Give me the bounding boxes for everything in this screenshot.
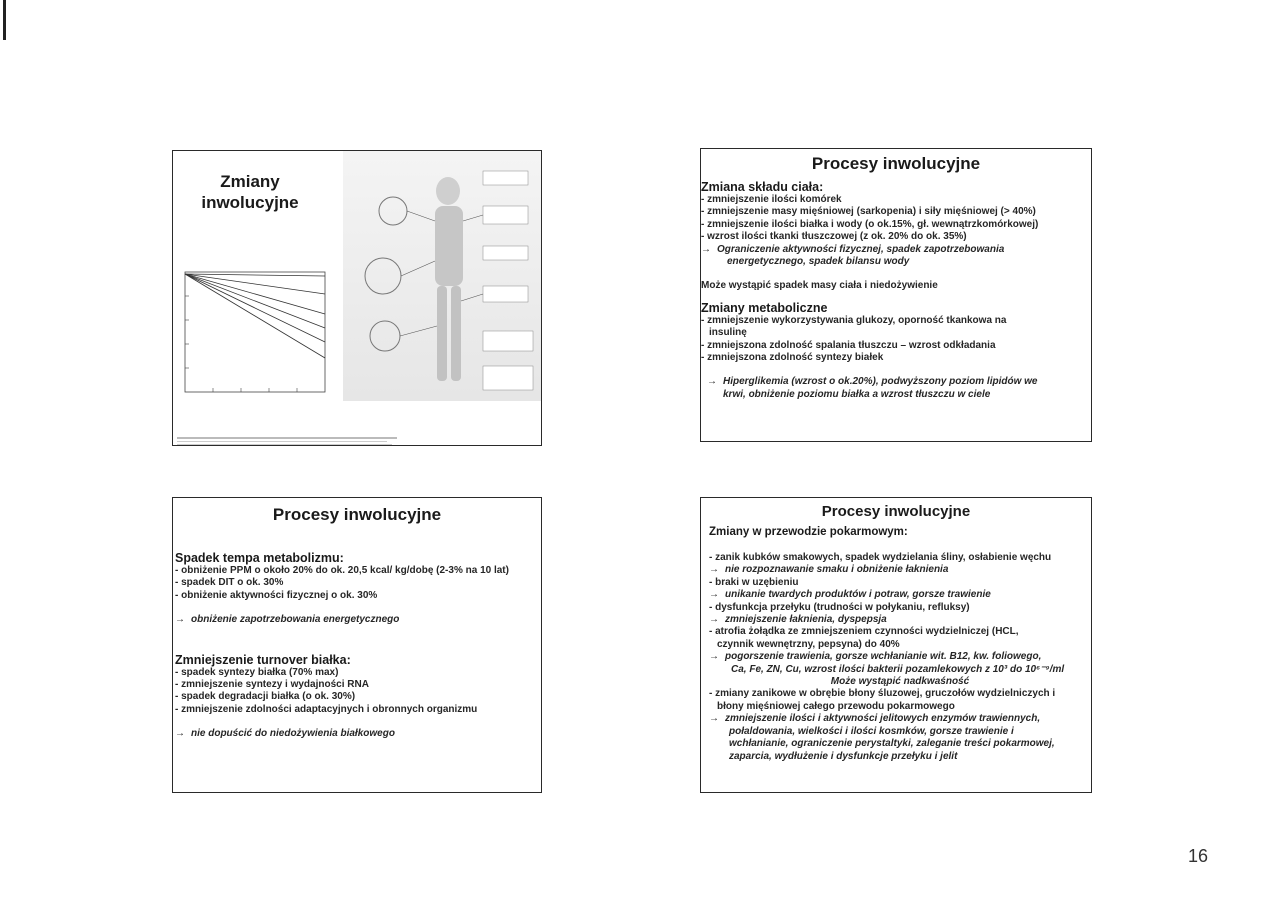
- list-item: - zmniejszona zdolność spalania tłuszczu – wzrost odkładania: [701, 339, 996, 351]
- list-item: - dysfunkcja przełyku (trudności w połykaniu, refluksy): [709, 601, 970, 613]
- slide-procesy-sklad-ciala: [700, 148, 1092, 442]
- note-text: Może wystąpić spadek masy ciała i niedożywienie: [701, 280, 938, 292]
- arrow-conclusion: → unikanie twardych produktów i potraw, gorsze trawienie: [709, 589, 991, 601]
- figure-caption-scan: [177, 435, 407, 446]
- arrow-conclusion: → obniżenie zapotrzebowania energetycznego: [175, 614, 400, 626]
- list-item: - zanik kubków smakowych, spadek wydzielania śliny, osłabienie węchu: [709, 552, 1052, 563]
- section-title-turnover: Zmniejszenie turnover białka:: [175, 652, 351, 667]
- arrow-icon: →: [709, 713, 719, 725]
- arrow-conclusion: → zmniejszenie ilości i aktywności jelitowych enzymów trawiennych,: [709, 713, 1041, 725]
- section-subtitle: Zmiany w przewodzie pokarmowym:: [709, 526, 908, 538]
- arrow-icon: →: [701, 243, 711, 255]
- arrow-icon: →: [707, 376, 717, 388]
- arrow-icon: →: [709, 614, 719, 626]
- list-item: - zmniejszenie ilości komórek: [701, 194, 842, 205]
- list-item: - obniżenie aktywności fizycznej o ok. 30%: [175, 589, 378, 601]
- list-item: - zmniejszenie syntezy i wydajności RNA: [175, 679, 369, 691]
- arrow-conclusion-cont: połaldowania, wielkości i ilości kosmków, gorsze trawienie i: [729, 725, 1014, 737]
- arrow-conclusion: → zmniejszenie łaknienia, dyspepsja: [709, 614, 887, 626]
- list-item: - braki w uzębieniu: [709, 576, 799, 588]
- list-item: - atrofia żołądka ze zmniejszeniem czynności wydzielniczej (HCL,: [709, 626, 1019, 638]
- arrow-conclusion-cont: zaparcia, wydłużenie i dysfunkcje przełyku i jelit: [729, 750, 958, 762]
- decline-graph-figure: [177, 266, 342, 406]
- list-item: - zmniejszenie wykorzystywania glukozy, oporność tkankowa na: [701, 314, 1007, 326]
- scan-edge-mark: [3, 0, 6, 40]
- arrow-icon: →: [709, 651, 719, 663]
- arrow-conclusion-cont: Ca, Fe, ZN, Cu, wzrost ilości bakterii pozamlekowych z 10³ do 10⁶⁻⁹/ml: [731, 663, 1065, 675]
- arrow-conclusion-cont: wchłanianie, ograniczenie perystaltyki, zaleganie treści pokarmowej,: [729, 738, 1055, 750]
- list-item: - zmniejszenie ilości białka i wody (o ok.15%, gł. wewnątrzkomórkowej): [701, 218, 1039, 230]
- list-item: - spadek DIT o ok. 30%: [175, 577, 284, 589]
- list-item-cont: błony mięśniowej całego przewodu pokarmowego: [717, 700, 955, 712]
- arrow-conclusion-cont: krwi, obniżenie poziomu białka a wzrost tłuszczu w ciele: [723, 388, 991, 400]
- arrow-conclusion: → nie dopuścić do niedożywienia białkowego: [175, 728, 395, 740]
- list-item: - spadek degradacji białka (o ok. 30%): [175, 691, 356, 703]
- arrow-icon: →: [175, 614, 185, 626]
- arrow-conclusion-note: Może wystąpić nadkwaśność: [830, 676, 970, 688]
- arrow-icon: →: [175, 728, 185, 740]
- section-title-metabolizm: Spadek tempa metabolizmu:: [175, 551, 344, 565]
- arrow-conclusion-cont: energetycznego, spadek bilansu wody: [727, 256, 910, 268]
- arrow-icon: →: [709, 589, 719, 601]
- slide-procesy-metabolizm: [172, 497, 542, 793]
- arrow-conclusion: → Ograniczenie aktywności fizycznej, spadek zapotrzebowania: [701, 243, 1005, 255]
- anatomy-illustration: [343, 151, 542, 401]
- page-number: 16: [1188, 846, 1209, 866]
- slide-title: Zmiany inwolucyjne: [201, 172, 299, 212]
- list-item: - zmiany zanikowe w obrębie błony śluzowej, gruczołów wydzielniczych i: [709, 688, 1056, 700]
- slide-zmiany-inwolucyjne: [172, 150, 542, 446]
- arrow-conclusion: → Hiperglikemia (wzrost o ok.20%), podwyższony poziom lipidów we: [707, 376, 1038, 388]
- list-item-cont: insulinę: [709, 327, 747, 339]
- list-item-cont: czynnik wewnętrzny, pepsyna) do 40%: [717, 638, 900, 650]
- slide-title: Procesy inwolucyjne: [811, 154, 981, 173]
- list-item: - obniżenie PPM o około 20% do ok. 20,5 kcal/ kg/dobę (2-3% na 10 lat): [175, 565, 509, 576]
- list-item: - zmniejszona zdolność syntezy białek: [701, 352, 884, 364]
- list-item: - zmniejszenie zdolności adaptacyjnych i obronnych organizmu: [175, 703, 478, 715]
- list-item: - wzrost ilości tkanki tłuszczowej (z ok. 20% do ok. 35%): [701, 231, 967, 243]
- slide-title: Procesy inwolucyjne: [272, 505, 442, 524]
- list-item: - spadek syntezy białka (70% max): [175, 666, 339, 678]
- section-title-sklad-ciala: Zmiana składu ciała:: [701, 180, 824, 194]
- arrow-icon: →: [709, 564, 719, 576]
- list-item: - zmniejszenie masy mięśniowej (sarkopenia) i siły mięśniowej (> 40%): [701, 206, 1036, 218]
- arrow-conclusion: → nie rozpoznawanie smaku i obniżenie łaknienia: [709, 564, 949, 576]
- section-title-metaboliczne: Zmiany metaboliczne: [701, 300, 828, 315]
- arrow-conclusion: → pogorszenie trawienia, gorsze wchłanianie wit. B12, kw. foliowego,: [709, 651, 1042, 663]
- slide-title: Procesy inwolucyjne: [821, 503, 971, 520]
- slide-procesy-przewod-pokarmowy: [700, 497, 1092, 793]
